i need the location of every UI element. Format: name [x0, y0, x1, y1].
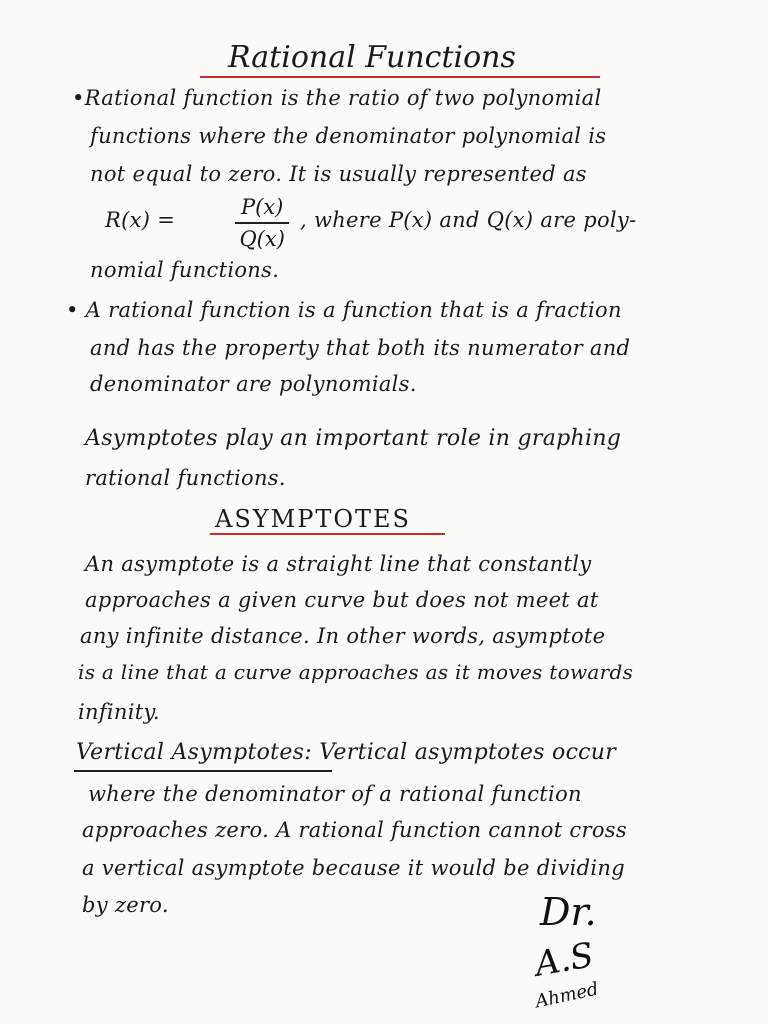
text-line: Asymptotes play an important role in graphing	[85, 426, 622, 451]
section-heading: ASYMPTOTES	[215, 505, 411, 533]
page-title: Rational Functions	[228, 40, 516, 75]
text-line: functions where the denominator polynomial is	[90, 124, 607, 148]
formula-lhs: R(x) =	[105, 208, 176, 232]
text-line: and has the property that both its numerator and	[90, 336, 631, 360]
text-line: by zero.	[82, 893, 169, 917]
heading-underline	[210, 533, 445, 535]
text-line: not equal to zero. It is usually represented as	[90, 162, 587, 186]
signature-line: Ahmed	[533, 978, 601, 1013]
text-line: • A rational function is a function that is a fraction	[66, 298, 622, 322]
text-line: any infinite distance. In other words, asymptote	[80, 624, 606, 648]
formula-denominator: Q(x)	[239, 227, 285, 251]
text-line: where the denominator of a rational function	[88, 782, 582, 806]
text-line: •Rational function is the ratio of two polynomial	[72, 86, 602, 110]
text-line: An asymptote is a straight line that constantly	[85, 552, 592, 576]
text-line: rational functions.	[85, 466, 286, 490]
formula-numerator: P(x)	[235, 195, 289, 224]
signature-line: A.S	[531, 935, 597, 985]
text-line: denominator are polynomials.	[90, 372, 417, 396]
text-line: approaches a given curve but does not meet at	[85, 588, 599, 612]
text: Vertical asymptotes occur	[311, 740, 617, 765]
text-line: is a line that a curve approaches as it moves towards	[78, 660, 634, 684]
formula-rest: , where P(x) and Q(x) are poly-	[300, 208, 637, 232]
title-underline	[200, 76, 600, 78]
text-line: approaches zero. A rational function cannot cross	[82, 818, 627, 842]
separator: :	[304, 740, 312, 765]
signature-line: Dr.	[540, 890, 597, 934]
formula-fraction	[235, 195, 289, 251]
label-underline	[74, 770, 332, 772]
vertical-asymptotes-label: Vertical Asymptotes	[76, 740, 305, 765]
text-line: nomial functions.	[90, 258, 280, 282]
vertical-line	[76, 740, 616, 765]
text-line: a vertical asymptote because it would be dividing	[82, 856, 625, 880]
text-line: infinity.	[78, 700, 160, 724]
